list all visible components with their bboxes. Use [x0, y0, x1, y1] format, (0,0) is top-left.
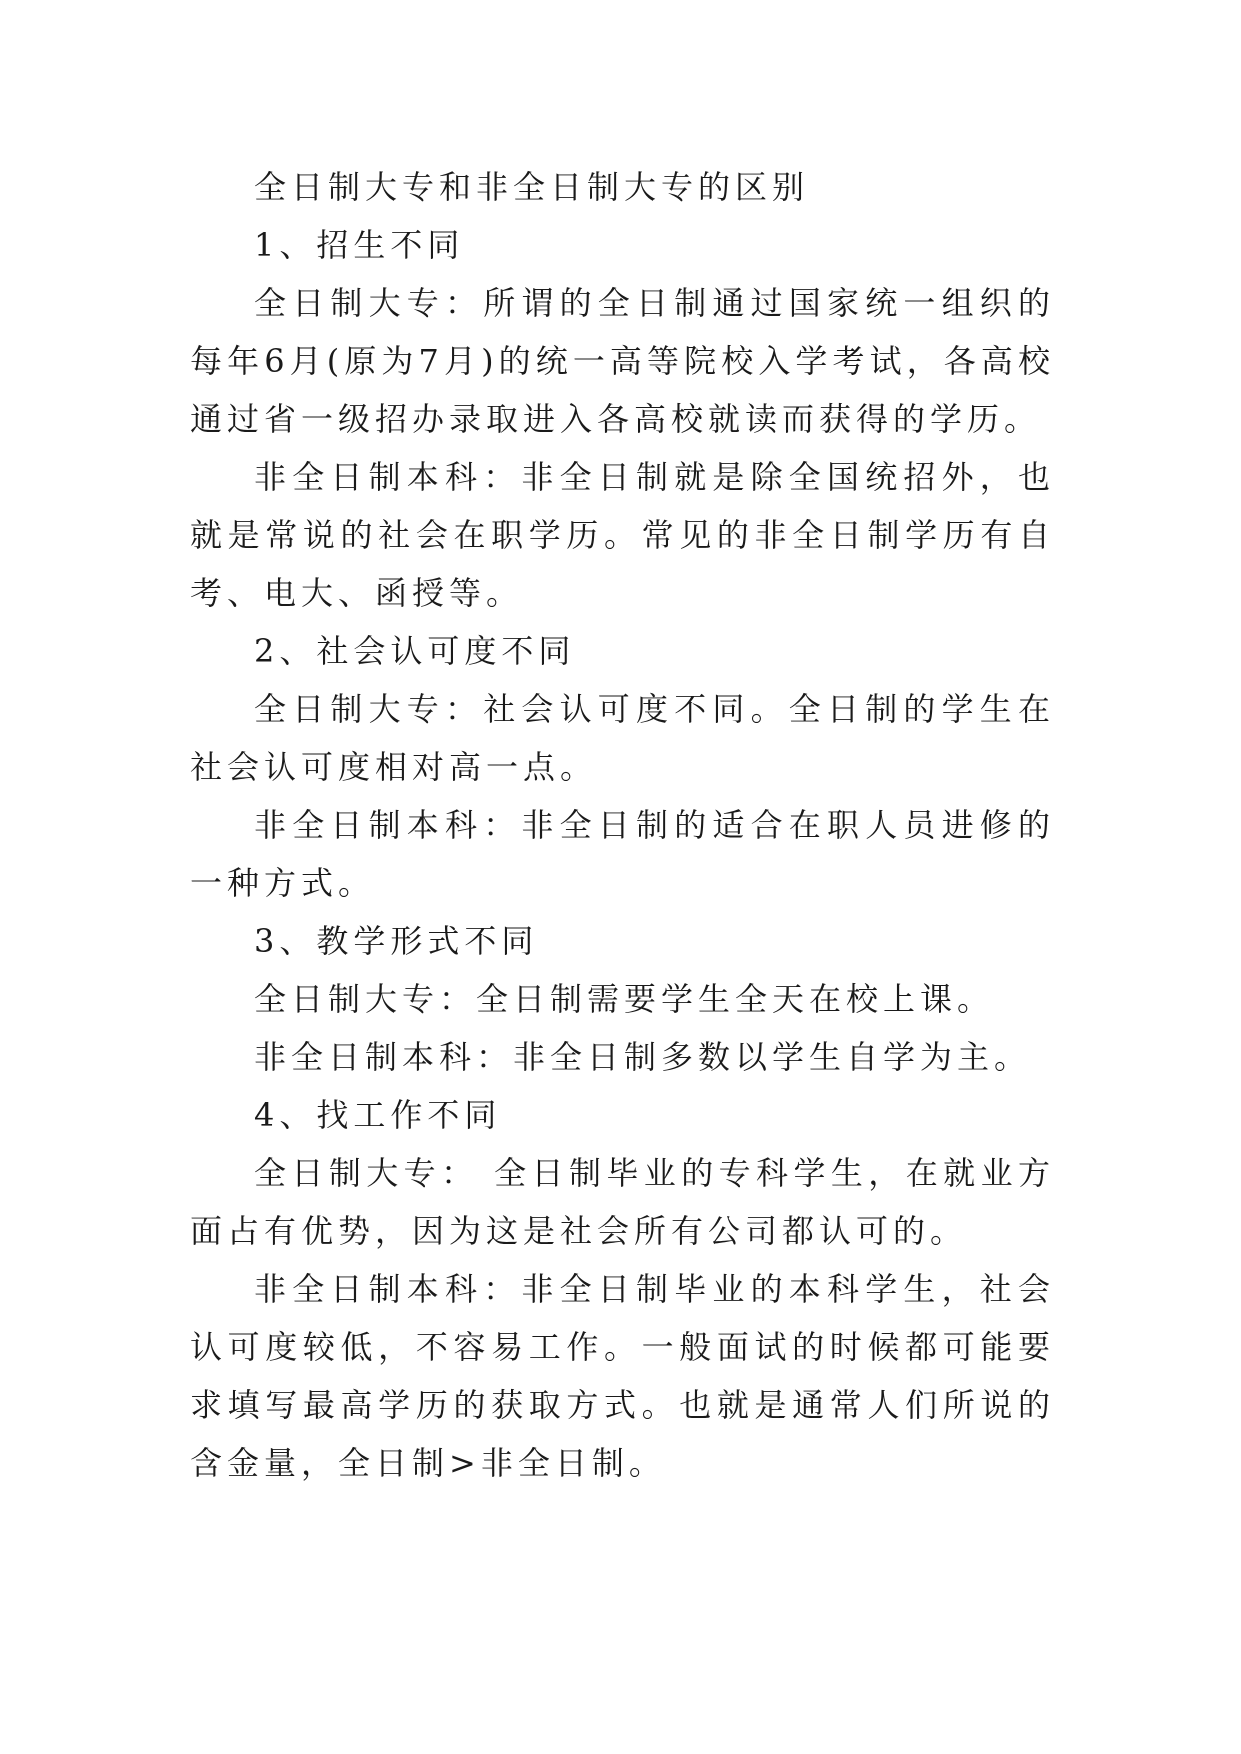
section-heading-4: 4、找工作不同	[254, 1096, 502, 1134]
section-heading-3: 3、教学形式不同	[254, 922, 539, 960]
document-body	[190, 158, 1055, 1492]
paragraph-parttime-employment: 非全日制本科：非全日制毕业的本科学生，社会认可度较低，不容易工作。一般面试的时候都可能要求填写最高学历的获取方式。也就是通常人们所说的含金量，全日制>非全日制。	[190, 1270, 1055, 1482]
paragraph-parttime-teaching: 非全日制本科：非全日制多数以学生自学为主。	[254, 1038, 1032, 1076]
paragraph-fulltime-teaching: 全日制大专：全日制需要学生全天在校上课。	[254, 980, 995, 1018]
paragraph-parttime-enrollment: 非全日制本科：非全日制就是除全国统招外，也就是常说的社会在职学历。常见的非全日制学历有自考、电大、函授等。	[190, 458, 1055, 612]
paragraph-fulltime-employment: 全日制大专： 全日制毕业的专科学生，在就业方面占有优势，因为这是社会所有公司都认可的。	[190, 1154, 1055, 1250]
document-title: 全日制大专和非全日制大专的区别	[254, 168, 810, 206]
section-heading-2: 2、社会认可度不同	[254, 632, 576, 670]
paragraph-parttime-recognition: 非全日制本科：非全日制的适合在职人员进修的一种方式。	[190, 806, 1055, 902]
paragraph-fulltime-recognition: 全日制大专：社会认可度不同。全日制的学生在社会认可度相对高一点。	[190, 690, 1055, 786]
paragraph-fulltime-enrollment: 全日制大专：所谓的全日制通过国家统一组织的每年6月(原为7月)的统一高等院校入学考试，各高校通过省一级招办录取进入各高校就读而获得的学历。	[190, 284, 1055, 438]
section-heading-1: 1、招生不同	[254, 226, 465, 264]
